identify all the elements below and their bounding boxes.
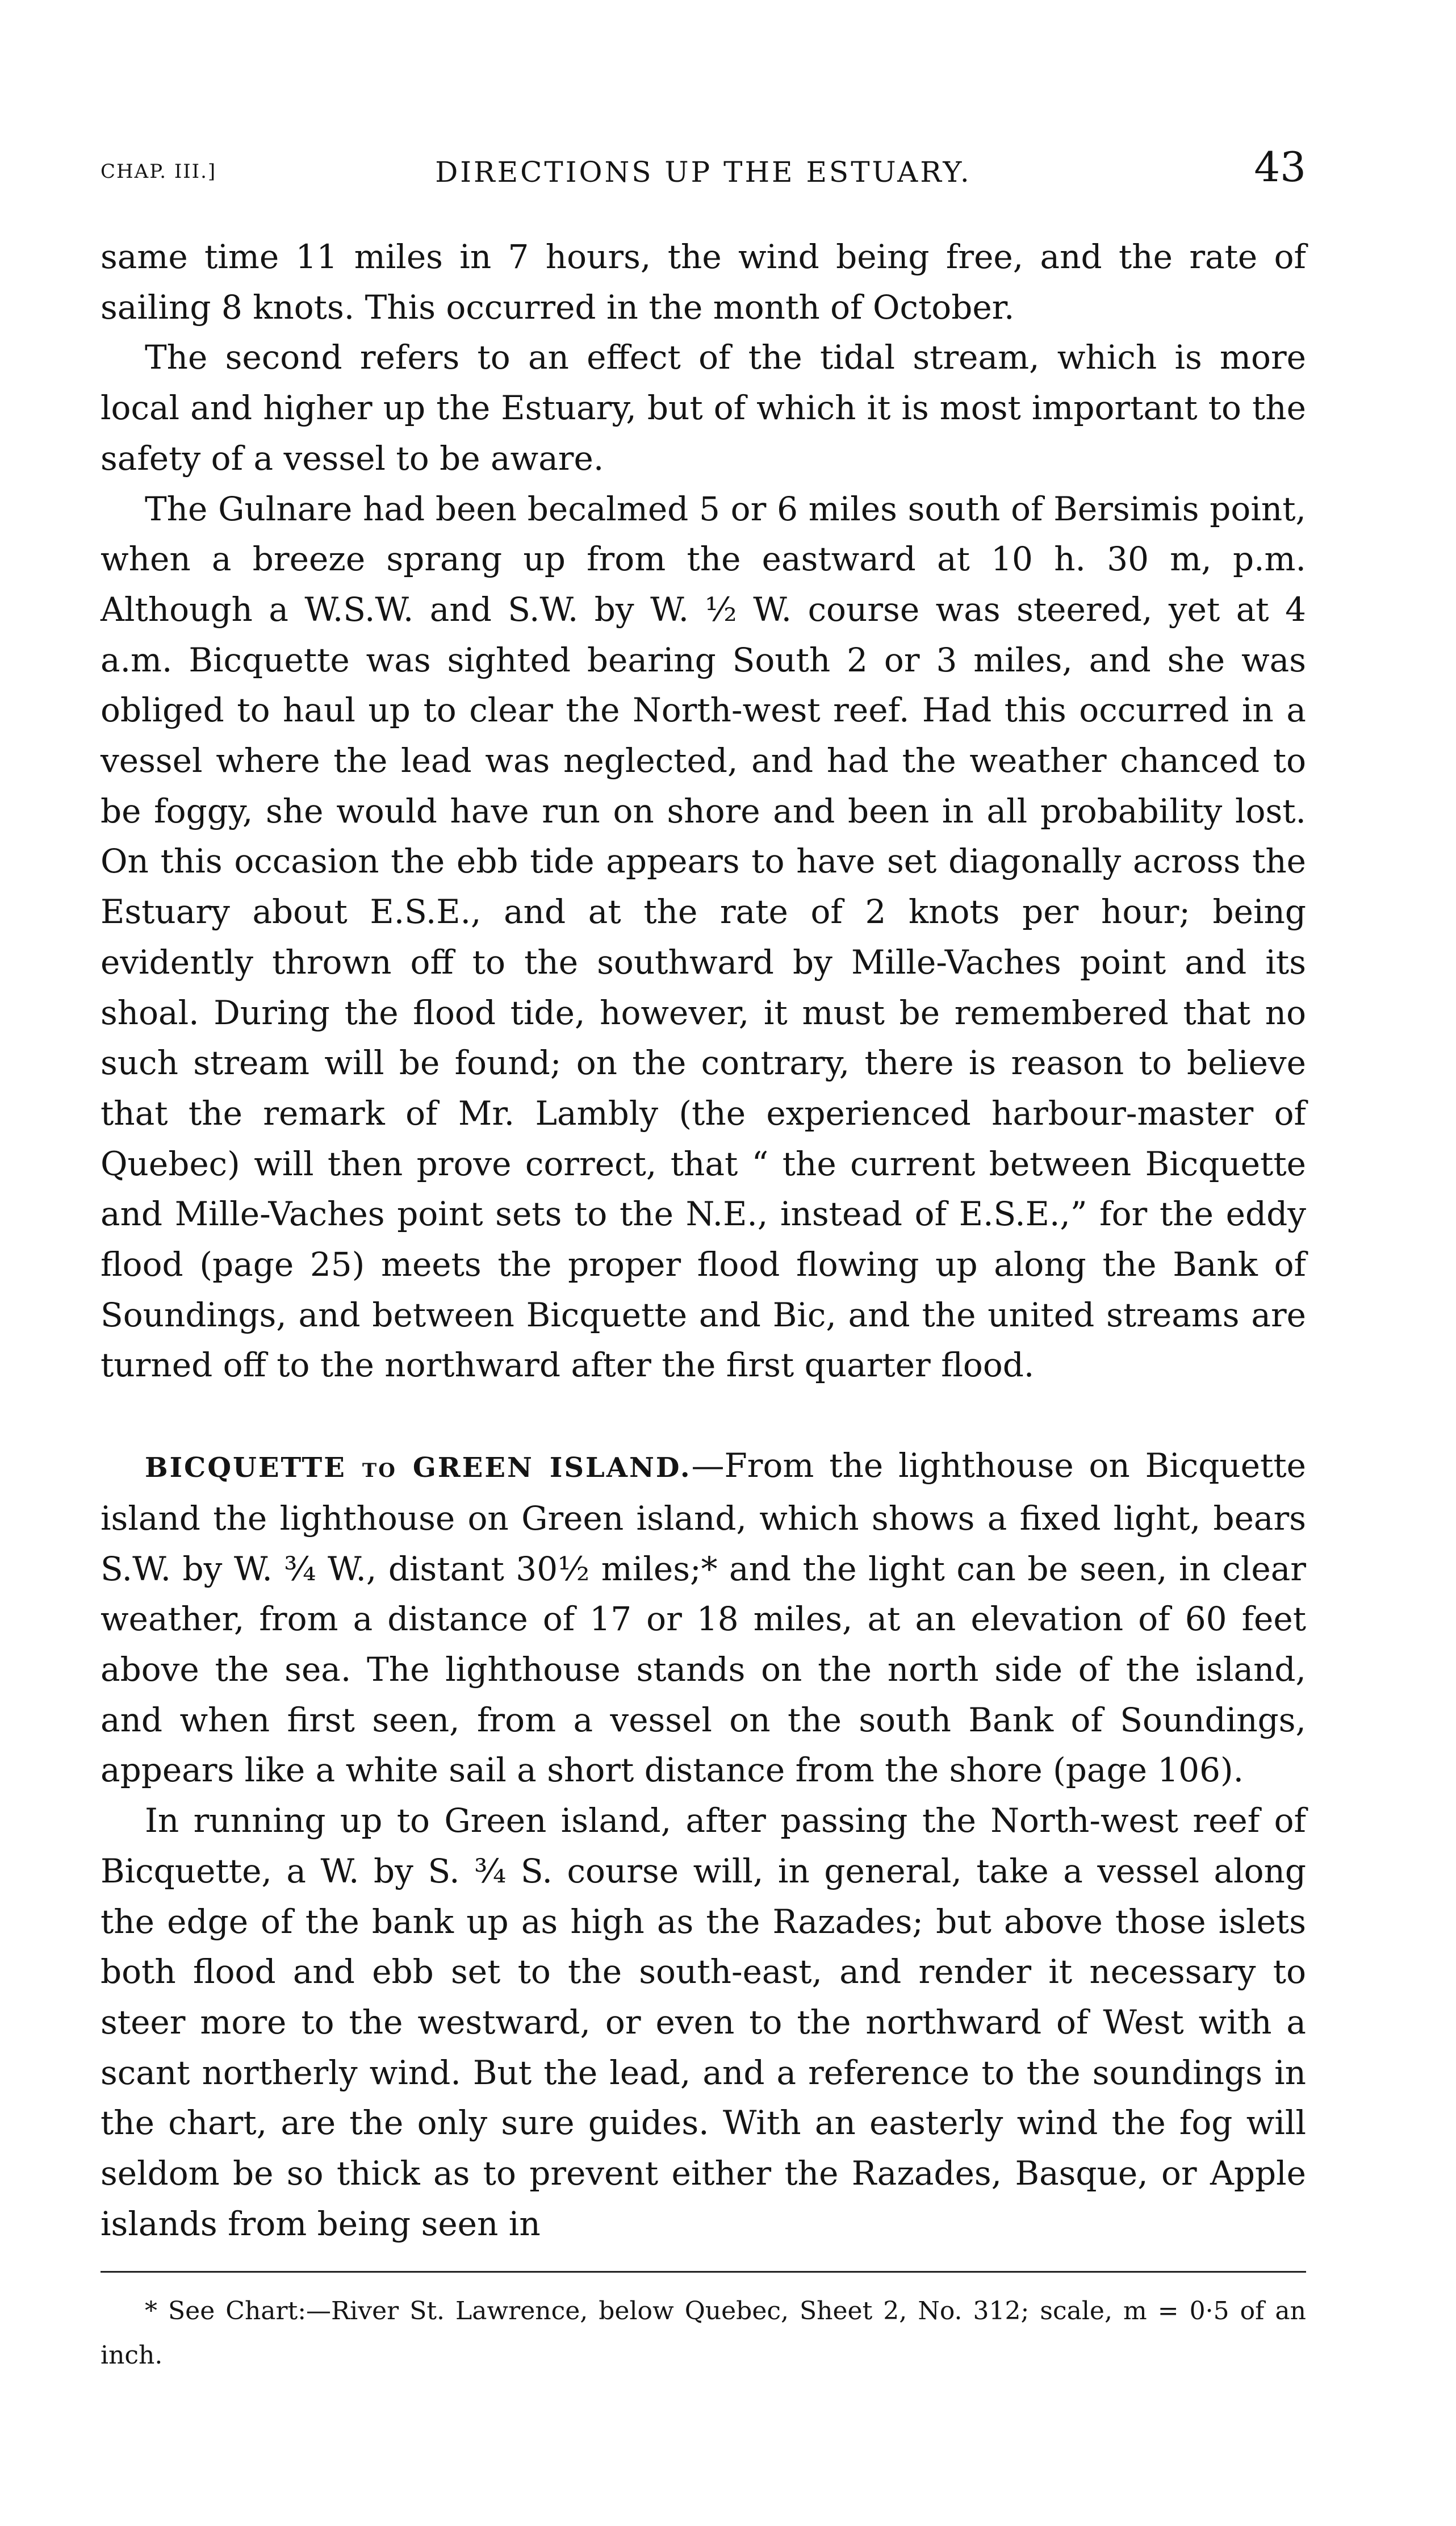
footnote-divider — [101, 2271, 1306, 2273]
paragraph-continuation: same time 11 miles in 7 hours, the wind being free, and the rate of sailing 8 knots. This occurred in the month of October. — [101, 237, 1306, 327]
paragraph-gulnare: The Gulnare had been becalmed 5 or 6 miles south of Bersimis point, when a breeze sprang up from the eastward at 10 h. 30 m, p.m. Although a W.S.W. and S.W. by W. ½ W. course was steered, yet at 4 a.m. Bicquette was sighted bearing South 2 or 3 miles, and she was obliged to haul up to clear the North-west reef. Had this occurred in a vessel where the lead was neglected, and had the weather chanced to be foggy, she would have run on shore and been in all probability lost. On this occasion the ebb tide appears to have set diagonally across the Estuary about E.S.E., and at the rate of 2 knots per hour; being evidently thrown off to the southward by Mille-Vaches point and its shoal. During the flood tide, however, it must be remembered that no such stream will be found; on the contrary, there is reason to believe that the remark of Mr. Lambly (the experienced harbour-master of Quebec) will then prove correct, that “ the current between Bicquette and Mille-Vaches point sets to the N.E., instead of E.S.E.,” for the eddy flood (page 25) meets the proper flood flowing up along the Bank of Soundings, and between Bicquette and Bic, and the united streams are turned off to the northward after the first quarter flood. — [101, 489, 1306, 1385]
body-text — [101, 232, 1306, 2249]
page-header — [101, 143, 1306, 194]
paragraph-tidal-effect: The second refers to an effect of the tidal stream, which is more local and higher up the Estuary, but of which it is most important to the safety of a vessel to be aware. — [101, 338, 1306, 478]
section-heading: BICQUETTE to GREEN ISLAND. — [145, 1452, 692, 1484]
paragraph-running-up: In running up to Green island, after passing the North-west reef of Bicquette, a W. by S. ¾ S. course will, in general, take a vessel along the edge of the bank up as high as the Razades; but above those islets both flood and ebb set to the south-east, and render it necessary to steer more to the westward, or even to the northward of West with a scant northerly wind. But the lead, and a reference to the soundings in the chart, are the only sure guides. With an easterly wind the fog will seldom be so thick as to prevent either the Razades, Basque, or Apple islands from being seen in — [101, 1801, 1306, 2243]
chapter-label: CHAP. III.] — [101, 160, 217, 183]
page-number: 43 — [1254, 143, 1306, 191]
section-paragraph-green-island — [101, 1441, 1306, 1796]
footnote: * See Chart:—River St. Lawrence, below Quebec, Sheet 2, No. 312; scale, m = 0·5 of an inch. — [101, 2297, 1306, 2370]
section-lead-text: —From the lighthouse on Bicquette island the lighthouse on Green island, which shows a fixed light, bears S.W. by W. ¾ W., distant 30½ miles;* and the light can be seen, in clear weather, from a distance of 17 or 18 miles, at an elevation of 60 feet above the sea. The lighthouse stands on the north side of the island, and when first seen, from a vessel on the south Bank of Soundings, appears like a white sail a short distance from the shore (page 106). — [101, 1446, 1306, 1790]
running-title: DIRECTIONS UP THE ESTUARY. — [435, 156, 972, 189]
